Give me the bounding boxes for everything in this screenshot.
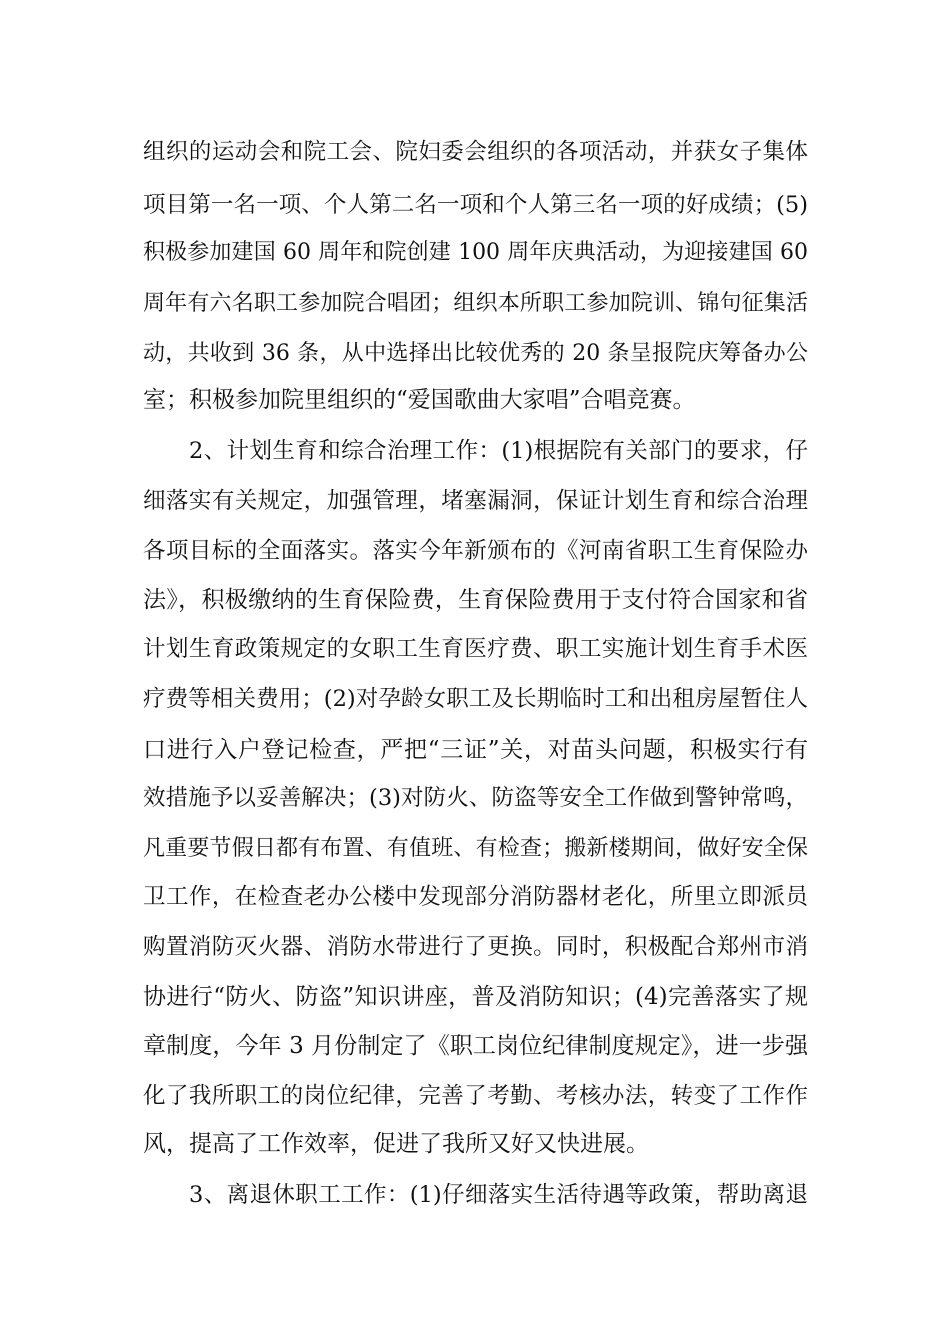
text-line: 效措施予以妥善解决；(3)对防火、防盗等安全工作做到警钟常鸣， [143,785,808,811]
text-line: 疗费等相关费用；(2)对孕龄女职工及长期临时工和出租房屋暂住人 [143,686,808,712]
text-line: 组织的运动会和院工会、院妇委会组织的各项活动，并获女子集体 [143,139,808,165]
text-line: 法》，积极缴纳的生育保险费，生育保险费用于支付符合国家和省 [143,587,808,613]
text-line: 各项目标的全面落实。落实今年新颁布的《河南省职工生育保险办 [143,538,808,564]
text-line: 3、离退休职工工作：(1)仔细落实生活待遇等政策，帮助离退 [189,1182,808,1208]
text-line: 动，共收到 36 条，从中选择出比较优秀的 20 条呈报院庆筹备办公 [143,341,808,366]
text-line: 2、计划生育和综合治理工作：(1)根据院有关部门的要求，仔 [189,438,808,464]
text-line: 协进行“防火、防盗”知识讲座，普及消防知识；(4)完善落实了规 [143,984,808,1010]
text-line: 凡重要节假日都有布置、有值班、有检查；搬新楼期间，做好安全保 [143,836,808,861]
text-line: 口进行入户登记检查，严把“三证”关，对苗头问题，积极实行有 [143,737,808,763]
text-line: 计划生育政策规定的女职工生育医疗费、职工实施计划生育手术医 [143,636,808,662]
text-line: 项目第一名一项、个人第二名一项和个人第三名一项的好成绩；(5) [143,192,808,218]
text-line: 细落实有关规定，加强管理，堵塞漏洞，保证计划生育和综合治理 [143,488,808,514]
text-line: 章制度，今年 3 月份制定了《职工岗位纪律制度规定》，进一步强 [143,1033,808,1059]
text-line: 室；积极参加院里组织的“爱国歌曲大家唱”合唱竞赛。 [143,387,696,413]
text-line: 化了我所职工的岗位纪律，完善了考勤、考核办法，转变了工作作 [143,1083,808,1109]
text-line: 周年有六名职工参加院合唱团；组织本所职工参加院训、锦句征集活 [143,291,808,316]
text-line: 积极参加建国 60 周年和院创建 100 周年庆典活动，为迎接建国 60 [143,240,808,265]
text-line: 风，提高了工作效率，促进了我所又好又快进展。 [143,1131,649,1157]
text-line: 购置消防灭火器、消防水带进行了更换。同时，积极配合郑州市消 [143,934,808,960]
text-line: 卫工作，在检查老办公楼中发现部分消防器材老化，所里立即派员 [143,884,808,910]
